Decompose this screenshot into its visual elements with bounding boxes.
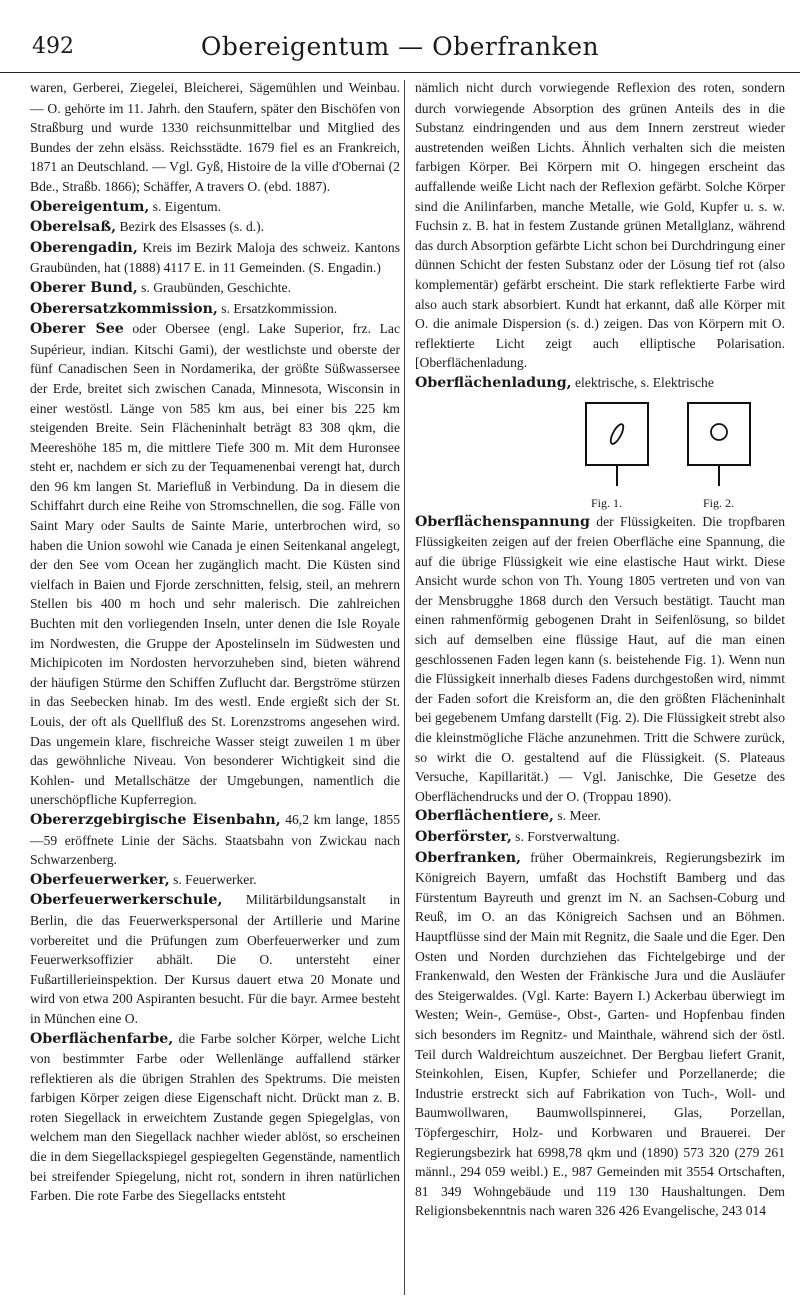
page-header — [0, 32, 800, 73]
fig2-frame — [687, 402, 751, 466]
entry: Oberflächentiere, s. Meer. — [415, 808, 601, 825]
entry: Oberfranken, früher Obermainkreis, Regierungsbezirk im Königreich Bayern, umfaßt das Hochstift Bamberg und das Fürstentum Bayreuth und grenzt im N. an Sachsen-Coburg und Reuß, im O. an das Königreich Sachsen und an Böhmen. Hauptflüsse sind der Main mit Regnitz, die Saale und die Eger. Den Osten und Norden durchziehen das Fichtelgebirge und der Frankenwald, den Westen der Fränkische Jura und die Ausläufer des Steigerwaldes. (Vgl. Karte: Bayern I.) Ackerbau überwiegt im Westen; Wein-, Gemüse-, Obst-, Garten- und Hopfenbau finden sich besonders im Regnitz- und Mainthale, während sich der östl. Teil durch Waldreichtum auszeichnet. Der Bergbau liefert Granit, Steinkohlen, Eisen, Kupfer, Schiefer und Porzellanerde; die Industrie erstreckt sich auf Fabrikation von Tuch-, Woll- und Baumwollwaren, Baumwollspinnerei, Glas, Porzellan, Töpfergeschirr, Holz- und Korbwaren und Brauerei. Der Regierungsbezirk hat 6998,78 qkm und (1890) 573 320 (279 261 männl., 294 059 weibl.) E., 987 Gemeinden mit 3554 Ortschaften, 81 349 Wohngebäude und 119 130 Haushaltungen. Dem Religionsbekenntnis nach waren 326 426 Evangelische, 243 014 — [415, 849, 785, 1219]
fig2-caption: Fig. 2. — [703, 495, 735, 510]
entry: Obererzgebirgische Eisenbahn, 46,2 km lange, 1855—59 eröffnete Linie der Sächs. Staatsbahn von Zwickau nach Schwarzenberg. — [30, 811, 400, 868]
circle-loop-icon — [689, 404, 749, 464]
right-column — [415, 78, 785, 1221]
running-head: Obereigentum — Oberfranken — [200, 32, 600, 61]
figure-surface-tension — [573, 400, 785, 508]
entry: Oberflächenfarbe, die Farbe solcher Körper, welche Licht von bestimmter Farbe oder Wellenlänge auffallend stärker reflektieren als die übrigen Strahlen des Spektrums. Die meisten farbigen Körper zeigen diese Eigenschaft nicht. Drückt man z. B. roten Siegellack in erweichtem Zustande gegen Spiegelglas, von welchem man den Siegellack nachher wieder ablöst, so erscheinen die in dem Siegellackspiegel gespiegelten Gegenstände, namentlich bei streifender Spiegelung, nicht rot, sondern in ihren natürlichen Farben. Die rote Farbe des Siegellacks entsteht — [30, 1030, 400, 1204]
entry: Oberelsaß, Bezirk des Elsasses (s. d.). — [30, 219, 265, 236]
fig2-stem — [718, 466, 720, 486]
fig1-stem — [616, 466, 618, 486]
entry: waren, Gerberei, Ziegelei, Bleicherei, Sägemühlen und Weinbau. — O. gehörte im 11. Jahrh. den Staufern, später den Bischöfen von Straßburg und wurde 1330 reichsunmittelbar und Mitglied des Bundes der zehn elsäss. Reichsstädte. 1679 fiel es an Frankreich, 1871 an Deutschland. — Vgl. Gyß, Histoire de la ville d'Obernai (2 Bde., Straßb. 1866); Schäffer, A travers O. (ebd. 1887). — [30, 80, 400, 194]
entry: Oberflächenladung, elektrische, s. Elektrische — [415, 374, 714, 391]
entry: Oberfeuerwerkerschule, Militärbildungsanstalt in Berlin, die das Feuerwerkspersonal der Artillerie und Marine vorbereitet und die Prüfungen zum Oberfeuerwerker und zum Feuerwerksoffizier abhält. Die O. untersteht einer Fußartillerieinspektion. Der Kursus dauert etwa 20 Monate und wird von etwa 200 Aspiranten besucht. Für die bayr. Armee besteht in München eine O. — [30, 892, 400, 1026]
entry: Oberfeuerwerker, s. Feuerwerker. — [30, 871, 257, 888]
left-column — [30, 78, 400, 1206]
entry: Obereigentum, s. Eigentum. — [30, 198, 222, 215]
page-number: 492 — [32, 34, 74, 59]
entry: Fig. 1. Fig. 2. Oberflächenspannung der Flüssigkeiten. Die tropfbaren Flüssigkeiten zeigen auf der freien Oberfläche eine Spannung, die auf die übrige Flüssigkeit wie eine elastische Haut wirkt. Diese Ansicht wurde schon von Th. Young 1805 vertreten und von van der Mensbrugghe 1868 durch den Versuch bestätigt. Taucht man einen rahmenförmig gebogenen Draht in Seifenlösung, so bildet sich auf demselben eine flüssige Haut, auf die man einen geschlossenen Faden legen kann (s. beistehende Fig. 1). Wenn nun die Flüssigkeit innerhalb dieses Fadens durchgestoßen wird, nimmt der Faden sofort die Kreisform an, die den größten Flächeninhalt bei gegebenem Umfang darstellt (Fig. 2). Die Flüssigkeit strebt also die kleinstmögliche Fläche anzunehmen. Tritt die Schwere zurück, so wirkt die O. gestaltend auf die Flüssigkeit. (S. Plateaus Versuche, Kapillarität.) — Vgl. Janischke, Die Gesetze des Oberflächendrucks und der O. (Troppau 1890). — [415, 394, 785, 807]
entry: Oberer See oder Obersee (engl. Lake Superior, frz. Lac Supérieur, indian. Kitschi Gami), der westlichste und oberste der fünf Canadischen Seen in Nordamerika, der größte Süßwassersee der Erde, breitet sich zwischen Canada, Minnesota, Wisconsin in einer westöstl. Länge von 585 km aus, bei einer bis 225 km steigenden Breite. Sein Flächeninhalt beträgt 83 308 qkm, die Meereshöhe 185 m, die mittlere Tiefe 300 m. Mit dem Huronsee steht er, nachdem er sich zu der Tequamenenbai verengt hat, durch den 96 km langen St. Mariefluß in Verbindung. Da in diesem die Schiffahrt durch eine Reihe von Stromschnellen, die sog. Fälle von Saint Mary oder Saults de Sainte Marie, unterbrochen wird, so haben die Union sowohl wie Canada je einen Seitenkanal angelegt, der den See vom Ocean her zugänglich macht. Die Küsten sind vielfach in Baien und Fjorde zerschnitten, felsig, steil, an mehrern Stellen bis 400 m hoch und sehr malerisch. Die zahlreichen Buchten mit den vorliegenden Inseln, unter denen die Isle Royale im Nordwesten, die Gruppe der Apostelinseln im Südwesten und Michipicoten im Nordosten hervorzuheben sind, bieten während der häufigen Stürme den Schiffen Zuflucht dar. Bergströme stürzen in das Seebecken hinab. Im des westl. Ende ergießt sich der St. Louis, der oft als Quellfluß des St. Lorenzstroms angesehen wird. Das ungemein klare, fischreiche Wasser steigt zuweilen 1 m über das gewöhnliche Niveau. Von besonderer Wichtigkeit sind die Kohlen- und Metallschätze der Umgebungen, namentlich die unerschöpfliche Kupferregion. — [30, 321, 400, 808]
entry: nämlich nicht durch vorwiegende Reflexion des roten, sondern durch vorwiegende Absorption des grünen Anteils des in die Substanz eindringenden und aus dem Innern zerstreut wieder austretenden weißen Lichts. Ähnlich verhalten sich die meisten farbigen Körper. Bei Körpern mit O. hingegen erscheint das auffallende weiße Licht nach der Reflexion gefärbt. Solche Körper sind die Anilinfarben, manche Metalle, wie Gold, Kupfer u. s. w. Fuchsin z. B. hat in festem Zustande grünen Metallglanz, während das durch Absorption gefärbte Licht schon bei Durchdringung einer dünnen Schicht der festen Substanz oder der Lösung tief rot (also komplementär) gefärbt erscheint. Die stark reflektierte Farbe wird also auch stark absorbiert. Kundt hat erkannt, daß alle Körper mit O. die animale Dispersion (s. d.) zeigen. Das von Körpern mit O. reflektierte Licht zeigt auch elliptische Polarisation. [Oberflächenladung. — [415, 80, 785, 371]
fig1-frame — [585, 402, 649, 466]
entry: Oberersatzkommission, s. Ersatzkommission. — [30, 300, 338, 317]
thread-loop-icon — [587, 404, 647, 464]
fig1-caption: Fig. 1. — [591, 495, 623, 510]
entry: Oberer Bund, s. Graubünden, Geschichte. — [30, 279, 291, 296]
entry: Oberförster, s. Forstverwaltung. — [415, 829, 620, 845]
column-divider — [404, 80, 405, 1295]
entry: Oberengadin, Kreis im Bezirk Maloja des schweiz. Kantons Graubünden, hat (1888) 4117 E. in 11 Gemeinden. (S. Engadin.) — [30, 239, 400, 276]
